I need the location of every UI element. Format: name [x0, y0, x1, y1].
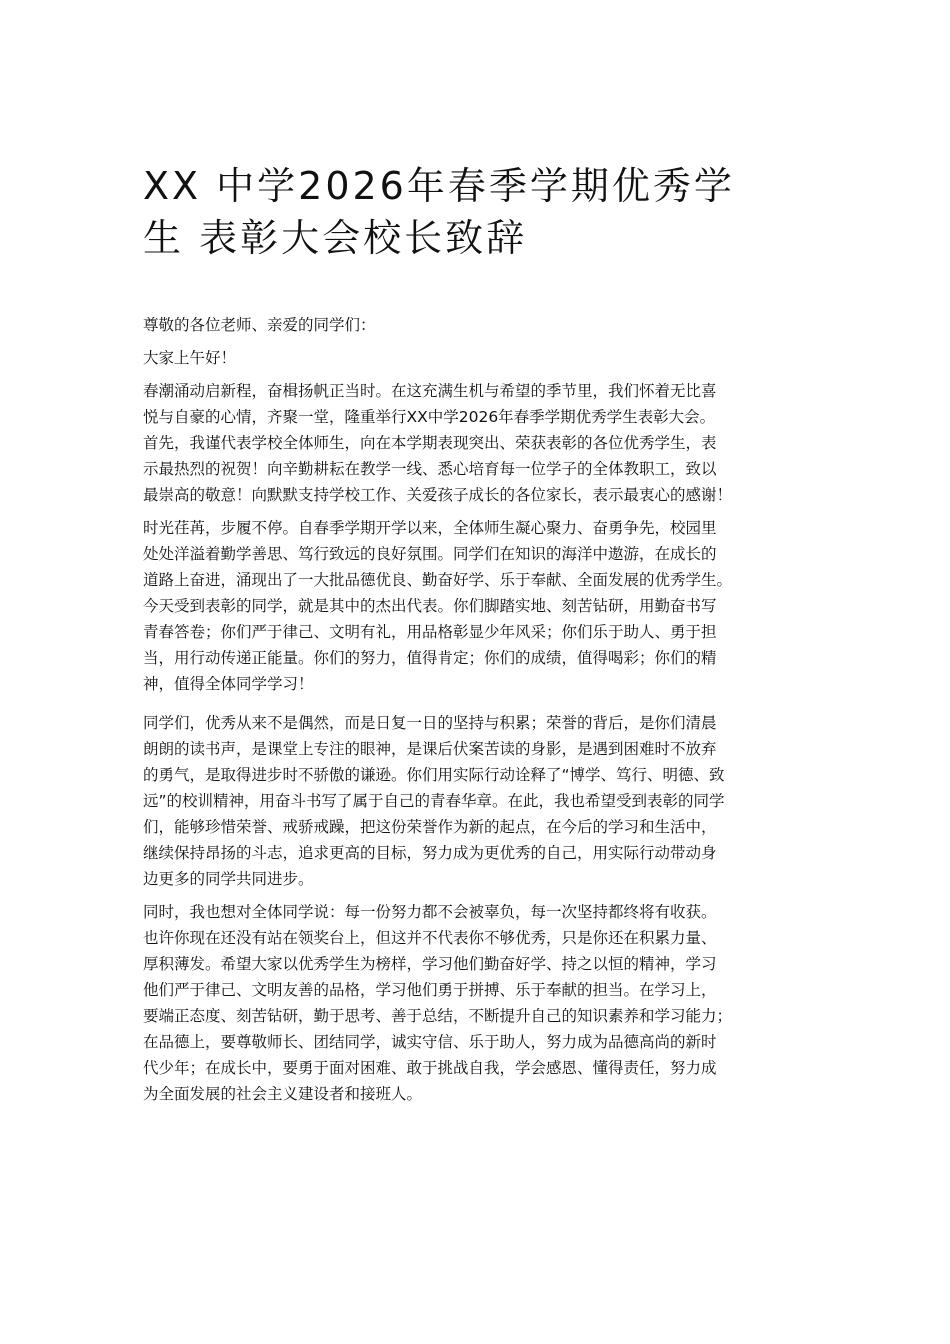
text-line: 继续保持昂扬的斗志，追求更高的目标，努力成为更优秀的自己，用实际行动带动身 — [143, 844, 717, 862]
document-title — [143, 160, 823, 264]
text-line: 今天受到表彰的同学，就是其中的杰出代表。你们脚踏实地、刻苦钻研，用勤奋书写 — [143, 597, 717, 615]
text-line: 也许你现在还没有站在领奖台上，但这并不代表你不够优秀，只是你还在积累力量、 — [143, 929, 717, 947]
text-line: 的勇气，是取得进步时不骄傲的谦逊。你们用实际行动诠释了“博学、笃行、明德、致 — [143, 766, 725, 784]
text-line: 为全面发展的社会主义建设者和接班人。 — [143, 1085, 423, 1103]
text-line: 们，能够珍惜荣誉、戒骄戒躁，把这份荣誉作为新的起点，在今后的学习和生活中， — [143, 818, 717, 836]
text-line: 朗朗的读书声，是课堂上专注的眼神，是课后伏案苦读的身影，是遇到困难时不放弃 — [143, 740, 717, 758]
text-line: 春潮涌动启新程，奋楫扬帆正当时。在这充满生机与希望的季节里，我们怀着无比喜 — [143, 382, 717, 400]
text-line: 处处洋溢着勤学善思、笃行致远的良好氛围。同学们在知识的海洋中遨游，在成长的 — [143, 545, 717, 563]
paragraph-achievements — [143, 515, 823, 697]
text-line: 首先，我谨代表学校全体师生，向在本学期表现突出、荣获表彰的各位优秀学生，表 — [143, 434, 717, 452]
text-line: 当，用行动传递正能量。你们的努力，值得肯定；你们的成绩，值得喝彩；你们的精 — [143, 649, 717, 667]
text-line: 大家上午好！ — [143, 349, 237, 367]
text-line: 边更多的同学共同进步。 — [143, 870, 314, 888]
text-line: 尊敬的各位老师、亲爱的同学们： — [143, 316, 376, 334]
text-line: 在品德上，要尊敬师长、团结同学，诚实守信、乐于助人，努力成为品德高尚的新时 — [143, 1033, 717, 1051]
paragraph-opening — [143, 378, 823, 508]
text-line: 厚积薄发。希望大家以优秀学生为榜样，学习他们勤奋好学、持之以恒的精神，学习 — [143, 955, 717, 973]
salutation — [143, 312, 823, 338]
document-body — [143, 312, 823, 1114]
paragraph-all-students — [143, 899, 823, 1107]
text-line: 远”的校训精神，用奋斗书写了属于自己的青春华章。在此，我也希望受到表彰的同学 — [143, 792, 725, 810]
text-line: 悦与自豪的心情，齐聚一堂，隆重举行XX中学2026年春季学期优秀学生表彰大会。 — [143, 408, 716, 426]
text-line: 同学们，优秀从来不是偶然，而是日复一日的坚持与积累；荣誉的背后，是你们清晨 — [143, 714, 717, 732]
text-line: 青春答卷；你们严于律己、文明有礼，用品格彰显少年风采；你们乐于助人、勇于担 — [143, 623, 717, 641]
title-line: XX 中学2026年春季学期优秀学 — [143, 164, 735, 208]
title-line: 生 表彰大会校长致辞 — [143, 216, 528, 260]
text-line: 神，值得全体同学学习！ — [143, 675, 314, 693]
text-line: 最崇高的敬意！向默默支持学校工作、关爱孩子成长的各位家长，表示最衷心的感谢！ — [143, 486, 733, 504]
text-line: 时光荏苒，步履不停。自春季学期开学以来，全体师生凝心聚力、奋勇争先，校园里 — [143, 519, 717, 537]
text-line: 要端正态度、刻苦钻研，勤于思考、善于总结，不断提升自己的知识素养和学习能力； — [143, 1007, 733, 1025]
text-line: 示最热烈的祝贺！向辛勤耕耘在教学一线、悉心培育每一位学子的全体教职工，致以 — [143, 460, 717, 478]
paragraph-excellence — [143, 710, 823, 892]
text-line: 代少年；在成长中，要勇于面对困难、敢于挑战自我，学会感恩、懂得责任，努力成 — [143, 1059, 717, 1077]
text-line: 他们严于律己、文明友善的品格，学习他们勇于拼搏、乐于奉献的担当。在学习上， — [143, 981, 717, 999]
text-line: 同时，我也想对全体同学说：每一份努力都不会被辜负，每一次坚持都终将有收获。 — [143, 903, 717, 921]
text-line: 道路上奋进，涌现出了一大批品德优良、勤奋好学、乐于奉献、全面发展的优秀学生。 — [143, 571, 733, 589]
greeting — [143, 345, 823, 371]
